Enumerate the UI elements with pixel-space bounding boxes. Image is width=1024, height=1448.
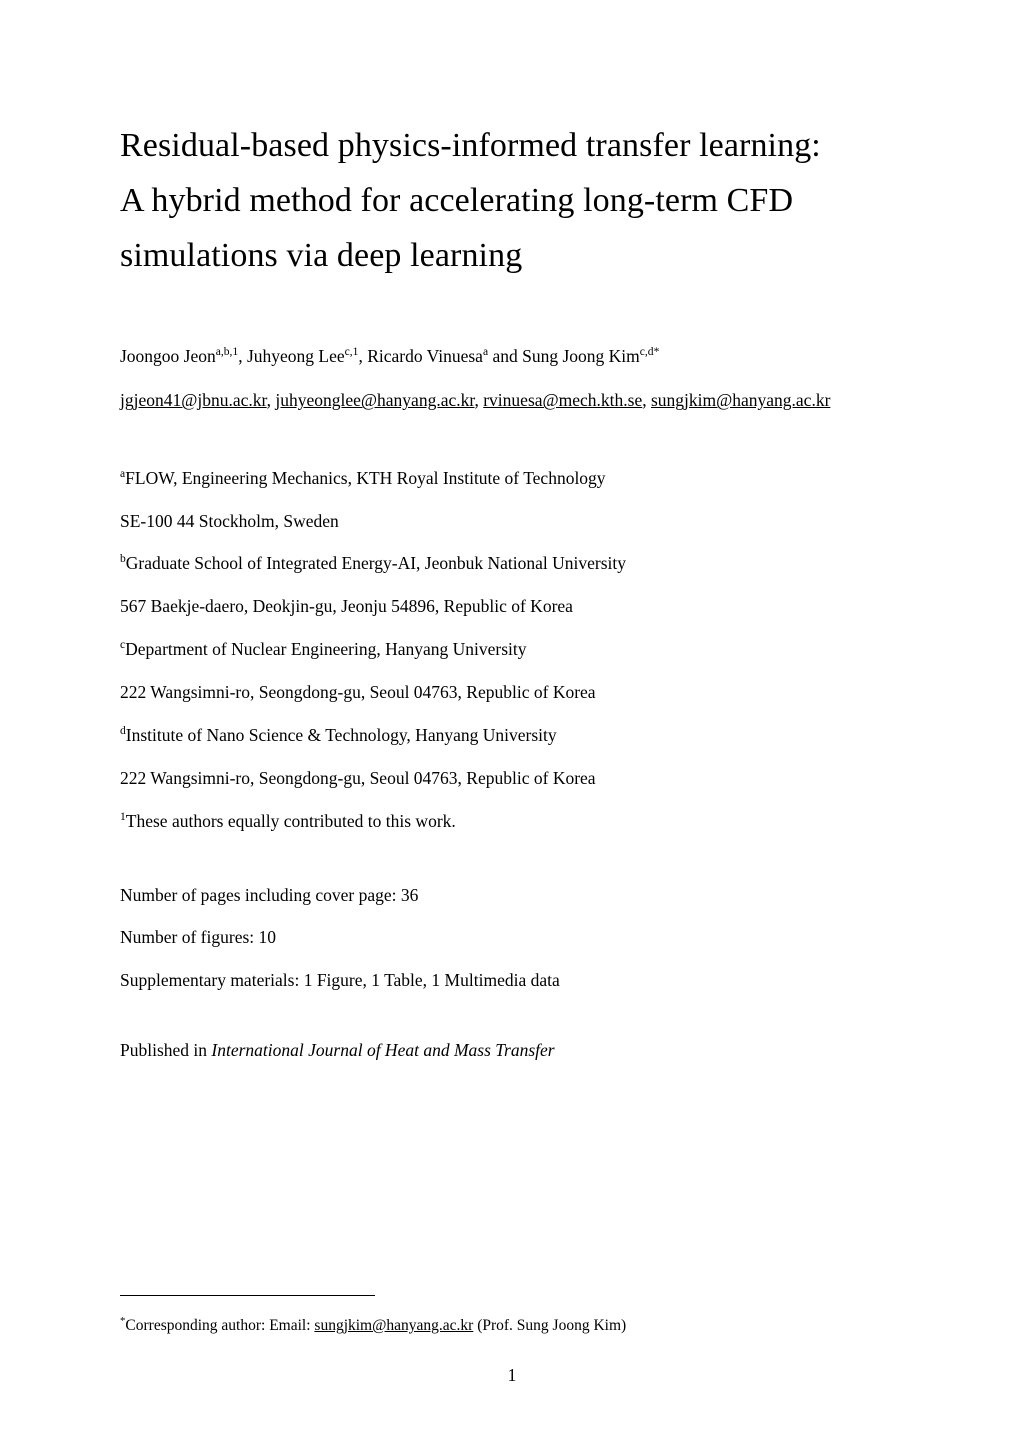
affiliation-line xyxy=(120,553,904,575)
count-figures: Number of figures: 10 xyxy=(120,927,277,948)
affiliation-text: 222 Wangsimni-ro, Seongdong-gu, Seoul 04763, Republic of Korea xyxy=(120,767,596,788)
affiliation-marker: b xyxy=(120,553,126,566)
affiliation-text: FLOW, Engineering Mechanics, KTH Royal Institute of Technology xyxy=(125,467,606,488)
email-link-2[interactable]: juhyeonglee@hanyang.ac.kr xyxy=(275,390,475,411)
count-supplementary: Supplementary materials: 1 Figure, 1 Table, 1 Multimedia data xyxy=(120,970,560,991)
email-link-3[interactable]: rvinuesa@mech.kth.se xyxy=(483,390,643,411)
affiliation-text: Department of Nuclear Engineering, Hanyang University xyxy=(125,639,527,660)
affiliations-block xyxy=(120,468,904,833)
author-list xyxy=(120,343,904,369)
equal-contribution-text: These authors equally contributed to this work. xyxy=(125,810,456,831)
author-sep-1: , xyxy=(238,346,247,367)
author-sup-4: c,d* xyxy=(639,346,660,359)
corresponding-author-footnote xyxy=(120,1316,626,1336)
footnote-email-link[interactable]: sungjkim@hanyang.ac.kr xyxy=(314,1316,474,1334)
count-pages: Number of pages including cover page: 36 xyxy=(120,884,419,905)
author-sup-1: a,b,1 xyxy=(215,346,239,359)
equal-contribution-marker: 1 xyxy=(120,810,126,823)
publication-info xyxy=(120,1040,904,1061)
affiliation-text: SE-100 44 Stockholm, Sweden xyxy=(120,510,339,531)
affiliation-line xyxy=(120,682,904,704)
email-sep-3: , xyxy=(642,390,651,411)
author-sup-3: a xyxy=(482,346,489,359)
affiliation-text: Institute of Nano Science & Technology, Hanyang University xyxy=(125,724,557,745)
author-sup-2: c,1 xyxy=(344,346,359,359)
published-prefix: Published in xyxy=(120,1040,212,1061)
author-sep-3: and xyxy=(488,346,523,367)
affiliation-line xyxy=(120,468,904,490)
title-line-1: Residual-based physics-informed transfer learning: xyxy=(120,127,821,164)
email-link-4[interactable]: sungjkim@hanyang.ac.kr xyxy=(650,390,831,411)
author-name-2: Juhyeong Lee xyxy=(246,346,345,367)
author-name-1: Joongoo Jeon xyxy=(120,346,216,367)
email-sep-2: , xyxy=(474,390,484,411)
affiliation-marker: c xyxy=(120,639,126,652)
affiliation-text: 222 Wangsimni-ro, Seongdong-gu, Seoul 04763, Republic of Korea xyxy=(120,682,596,703)
affiliation-text: 567 Baekje-daero, Deokjin-gu, Jeonju 54896, Republic of Korea xyxy=(120,596,573,617)
affiliation-line xyxy=(120,596,904,618)
affiliation-line xyxy=(120,725,904,747)
title-line-3: simulations via deep learning xyxy=(120,237,523,275)
footnote-suffix: (Prof. Sung Joong Kim) xyxy=(473,1316,627,1334)
affiliation-marker: a xyxy=(120,467,126,480)
footnote-prefix: Corresponding author: Email: xyxy=(125,1316,315,1334)
author-emails xyxy=(120,387,904,413)
authors-block xyxy=(120,343,904,414)
email-link-1[interactable]: jgjeon41@jbnu.ac.kr xyxy=(120,390,267,411)
page-title xyxy=(120,0,904,283)
affiliation-text: Graduate School of Integrated Energy-AI, Jeonbuk National University xyxy=(125,553,627,574)
affiliation-marker: d xyxy=(120,725,126,738)
author-name-4: Sung Joong Kim xyxy=(522,346,640,367)
title-line-2: A hybrid method for accelerating long-term CFD xyxy=(120,182,794,220)
footnote-marker: * xyxy=(120,1314,126,1327)
page-number: 1 xyxy=(507,1365,517,1385)
affiliation-line xyxy=(120,639,904,661)
email-sep-1: , xyxy=(266,390,276,411)
affiliation-line xyxy=(120,511,904,533)
published-journal: International Journal of Heat and Mass Transfer xyxy=(211,1040,555,1061)
affiliation-line xyxy=(120,768,904,790)
author-name-3: Ricardo Vinuesa xyxy=(367,346,483,367)
document-counts-block xyxy=(120,885,904,993)
equal-contribution-note xyxy=(120,811,904,833)
author-sep-2: , xyxy=(358,346,368,367)
footnote-separator-rule xyxy=(120,1295,375,1296)
